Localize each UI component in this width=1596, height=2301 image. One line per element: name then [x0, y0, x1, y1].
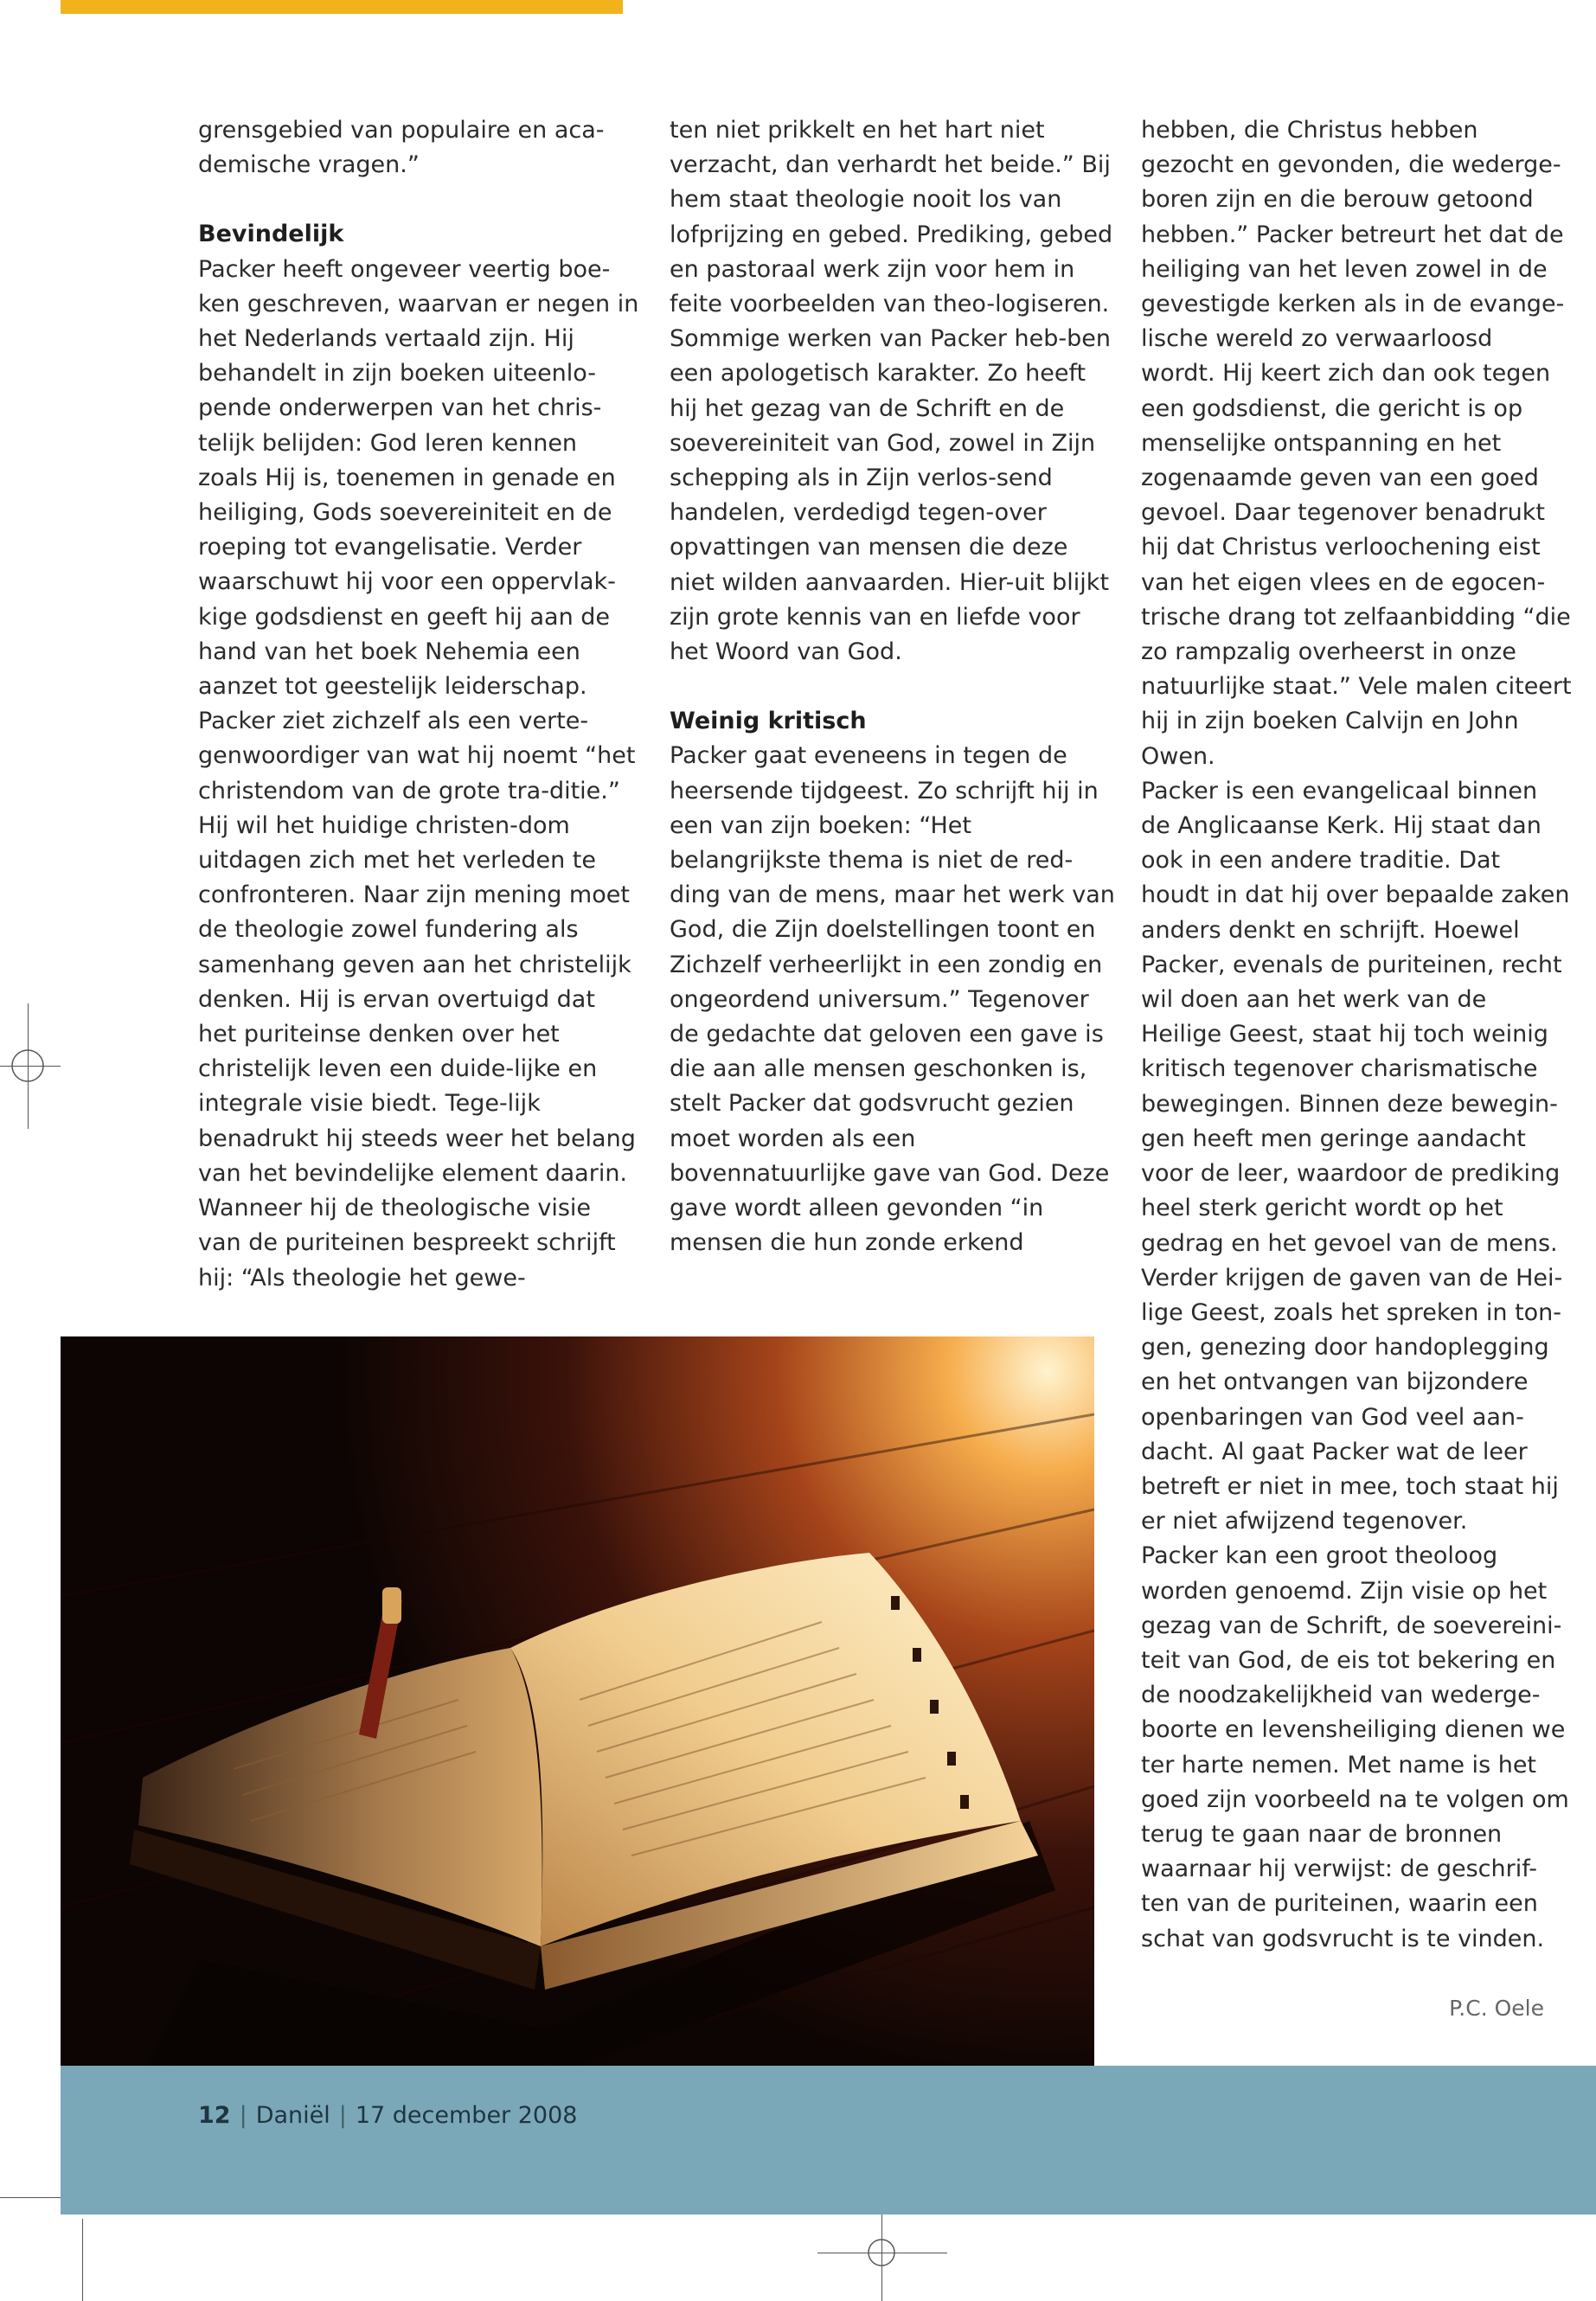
crop-mark	[82, 2219, 83, 2301]
column2-para2: Sommige werken van Packer heb-ben een apologetisch karakter. Zo heeft hij het gezag van de Schrift en de soevereiniteit van God, zowel in Zijn schepping als in Zijn verlos-send handelen, verdedigd tegen-over opvattingen van mensen die deze niet wilden aanvaarden. Hier-uit blijkt zijn grote kennis van en liefde voor het Woord van God.	[670, 325, 1111, 666]
publication-name: Daniël	[255, 2102, 330, 2129]
footer-folio	[198, 2102, 577, 2129]
text-column-2	[670, 113, 1115, 1261]
registration-mark	[866, 2237, 897, 2268]
text-column-3	[1141, 113, 1574, 1957]
column3-para1: hebben, die Christus hebben gezocht en gevonden, die wederge-boren zijn en die berouw getoond hebben.” Packer betreurt het dat de heiliging van het leven zowel in de gevestigde kerken als in de evange-lische wereld zo verwaarloosd wordt. Hij keert zich dan ook tegen een godsdienst, die gericht is op menselijke ontspanning en het zogenaamde geven van een goed gevoel. Daar tegenover benadrukt hij dat Christus verloochening eist van het eigen vlees en de egocen-trische drang tot zelfaanbidding “die zo rampzalig overheerst in onze natuurlijke staat.” Vele malen citeert hij in zijn boeken Calvijn en John Owen.	[1141, 117, 1572, 770]
section-heading-weinig-kritisch: Weinig kritisch	[670, 708, 867, 735]
column2-para1: ten niet prikkelt en het hart niet verzacht, dan verhardt het beide.” Bij hem staat theologie nooit los van lofprijzing en gebed. Prediking, gebed en pastoraal werk zijn voor hem in feite voorbeelden van theo-logiseren.	[670, 117, 1113, 318]
column3-para2: Packer is een evangelicaal binnen de Anglicaanse Kerk. Hij staat dan ook in een andere traditie. Dat houdt in dat hij over bepaalde zaken anders denkt en schrijft. Hoewel Packer, evenals de puriteinen, recht wil doen aan het werk van de Heilige Geest, staat hij toch weinig kritisch tegenover charismatische bewegingen. Binnen deze bewegin-gen heeft men geringe aandacht voor de leer, waardoor de prediking heel sterk gericht wordt op het gedrag en het gevoel van de mens. Verder krijgen de gaven van de Hei-lige Geest, zoals het spreken in ton-gen, genezing door handoplegging en het ontvangen van bijzondere openbaringen van God veel aan-dacht. Al gaat Packer wat de leer betreft er niet in mee, toch staat hij er niet afwijzend tegenover.	[1141, 777, 1570, 1535]
author-credit: P.C. Oele	[1449, 1996, 1544, 2021]
column2-para3: Packer gaat eveneens in tegen de heersende tijdgeest. Zo schrijft hij in een van zijn boeken: “Het belangrijkste thema is niet de red-ding van de mens, maar het werk van God, die Zijn doelstellingen toont en Zichzelf verheerlijkt in een zondig en ongeordend universum.” Tegenover de gedachte dat geloven een gave is die aan alle mensen geschonken is, stelt Packer dat godsvrucht gezien moet worden als een bovennatuurlijke gave van God. Deze gave wordt alleen gevonden “in mensen die hun zonde erkend	[670, 742, 1115, 1257]
bible-photo	[61, 1336, 1094, 2066]
folio-separator: |	[338, 2102, 347, 2129]
folio-separator: |	[239, 2102, 247, 2129]
text-column-1	[198, 113, 639, 1296]
footer-band	[61, 2066, 1596, 2214]
top-accent-bar	[61, 0, 623, 14]
column1-body: Packer heeft ongeveer veertig boe-ken geschreven, waarvan er negen in het Nederlands vertaald zijn. Hij behandelt in zijn boeken uiteenlo-pende onderwerpen van het chris-telijk belijden: God leren kennen zoals Hij is, toenemen in genade en heiliging, Gods soevereiniteit en de roeping tot evangelisatie. Verder waarschuwt hij voor een oppervlak-kige godsdienst en geeft hij aan de hand van het boek Nehemia een aanzet tot geestelijk leiderschap. Packer ziet zichzelf als een verte-genwoordiger van wat hij noemt “het christendom van de grote tra-ditie.” Hij wil het huidige christen-dom uitdagen zich met het verleden te confronteren. Naar zijn mening moet de theologie zowel fundering als samenhang geven aan het christelijk denken. Hij is ervan overtuigd dat het puriteinse denken over het christelijk leven een duide-lijke en integrale visie biedt. Tege-lijk benadrukt hij steeds weer het belang van het bevindelijke element daarin. Wanneer hij de theologische visie van de puriteinen bespreekt schrijft hij: “Als theologie het gewe-	[198, 255, 639, 1292]
publication-date: 17 december 2008	[355, 2102, 578, 2129]
registration-mark	[9, 1047, 47, 1085]
column1-intro: grensgebied van populaire en aca-demische vragen.”	[198, 117, 605, 179]
column3-para3: Packer kan een groot theoloog worden genoemd. Zijn visie op het gezag van de Schrift, de soevereini-teit van God, de eis tot bekering en de noodzakelijkheid van wederge-boorte en levensheiliging dienen we ter harte nemen. Met name is het goed zijn voorbeeld na te volgen om terug te gaan naar de bronnen waarnaar hij verwijst: de geschrif-ten van de puriteinen, waarin een schat van godsvrucht is te vinden.	[1141, 1542, 1569, 1952]
section-heading-bevindelijk: Bevindelijk	[198, 221, 344, 248]
crop-mark	[0, 2197, 61, 2198]
page-number: 12	[198, 2102, 231, 2129]
